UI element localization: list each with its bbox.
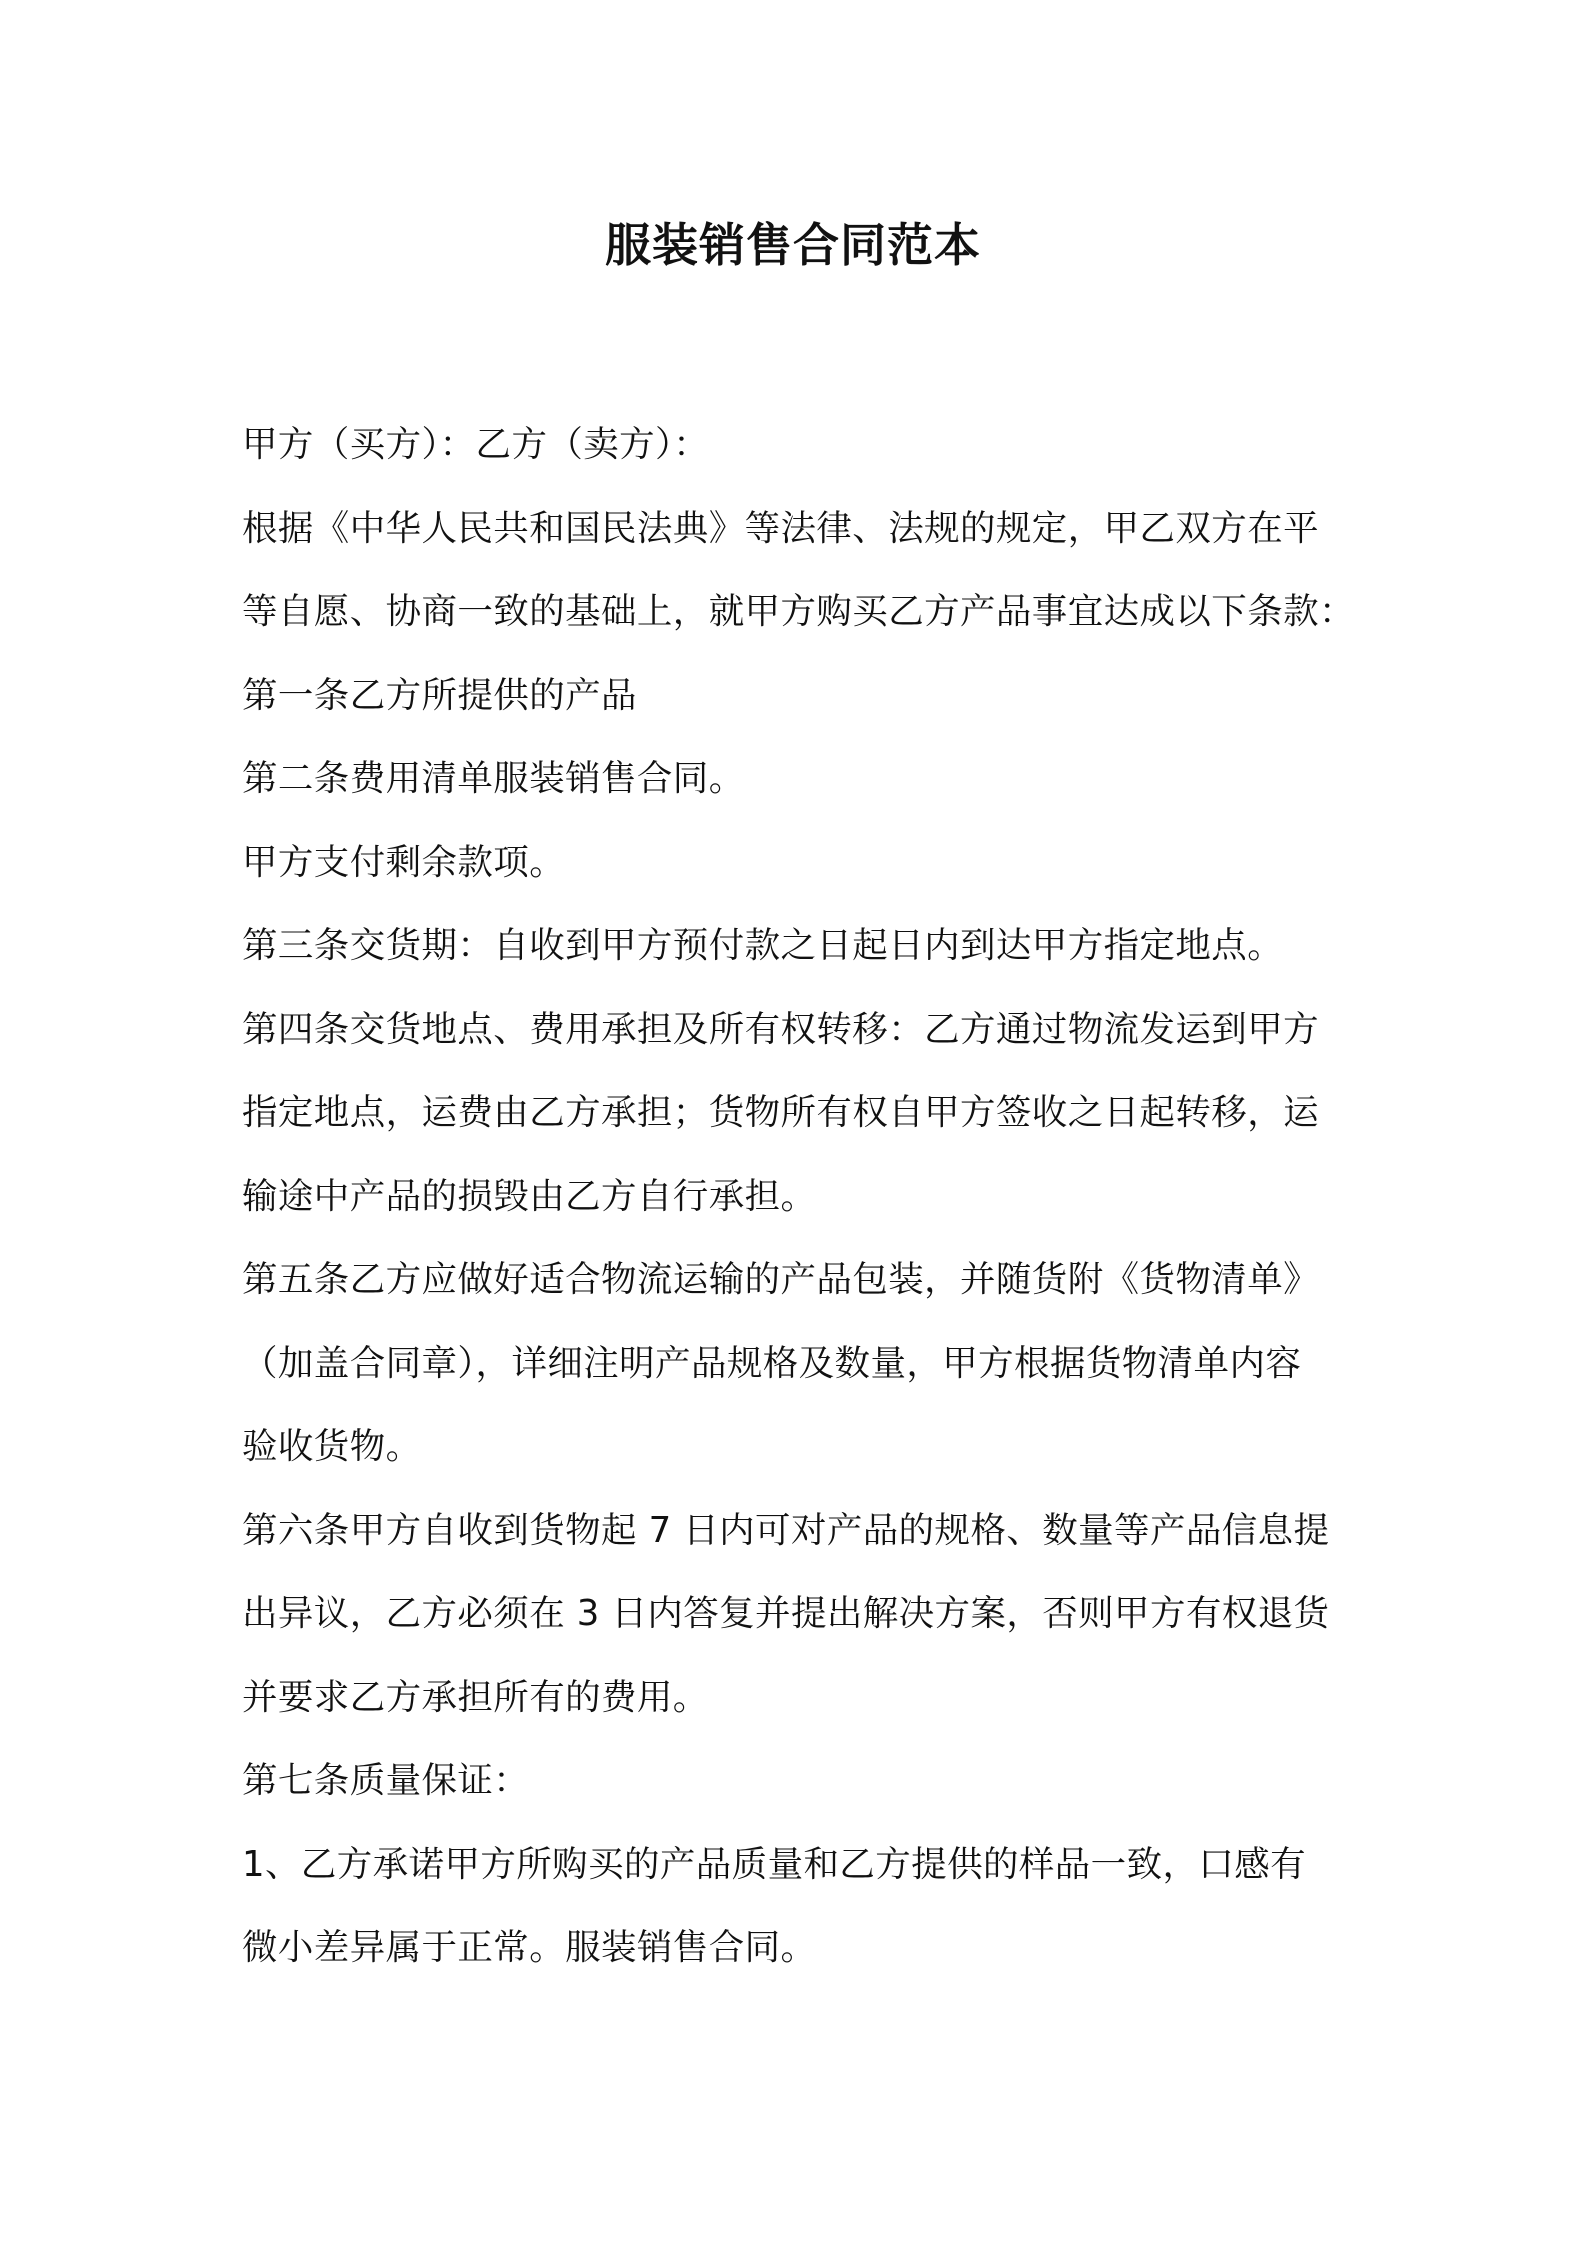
- text-line: 甲方（买方）：乙方（卖方）：: [242, 424, 710, 465]
- text-line: 1、乙方承诺甲方所购买的产品质量和乙方提供的样品一致，口感有: [242, 1843, 1307, 1885]
- text-line: 甲方支付剩余款项。: [242, 841, 566, 883]
- text-line: 第四条交货地点、费用承担及所有权转移：乙方通过物流发运到甲方: [242, 1008, 1320, 1050]
- text-line: 并要求乙方承担所有的费用。: [242, 1676, 709, 1718]
- text-line: 第二条费用清单服装销售合同。: [242, 758, 745, 799]
- document-body: [242, 403, 1357, 1990]
- text-line: 微小差异属于正常。服装销售合同。: [242, 1927, 817, 1968]
- text-line: （加盖合同章），详细注明产品规格及数量，甲方根据货物清单内容: [242, 1342, 1302, 1384]
- document-title: 服装销售合同范本: [605, 218, 981, 272]
- text-line: 指定地点，运费由乙方承担；货物所有权自甲方签收之日起转移，运: [242, 1092, 1320, 1133]
- text-line: 第五条乙方应做好适合物流运输的产品包装，并随货附《货物清单》: [242, 1259, 1320, 1300]
- text-line: 验收货物。: [242, 1426, 422, 1467]
- text-line: 出异议，乙方必须在 3 日内答复并提出解决方案，否则甲方有权退货: [242, 1593, 1330, 1634]
- text-line: 等自愿、协商一致的基础上，就甲方购买乙方产品事宜达成以下条款：: [242, 591, 1355, 632]
- text-line: 根据《中华人民共和国民法典》等法律、法规的规定，甲乙双方在平: [242, 507, 1320, 549]
- text-line: 第六条甲方自收到货物起 7 日内可对产品的规格、数量等产品信息提: [242, 1509, 1330, 1551]
- text-line: 第一条乙方所提供的产品: [242, 674, 637, 716]
- text-line: 第七条质量保证：: [242, 1760, 530, 1801]
- text-line: 第三条交货期：自收到甲方预付款之日起日内到达甲方指定地点。: [242, 925, 1284, 966]
- text-line: 输途中产品的损毁由乙方自行承担。: [242, 1175, 817, 1217]
